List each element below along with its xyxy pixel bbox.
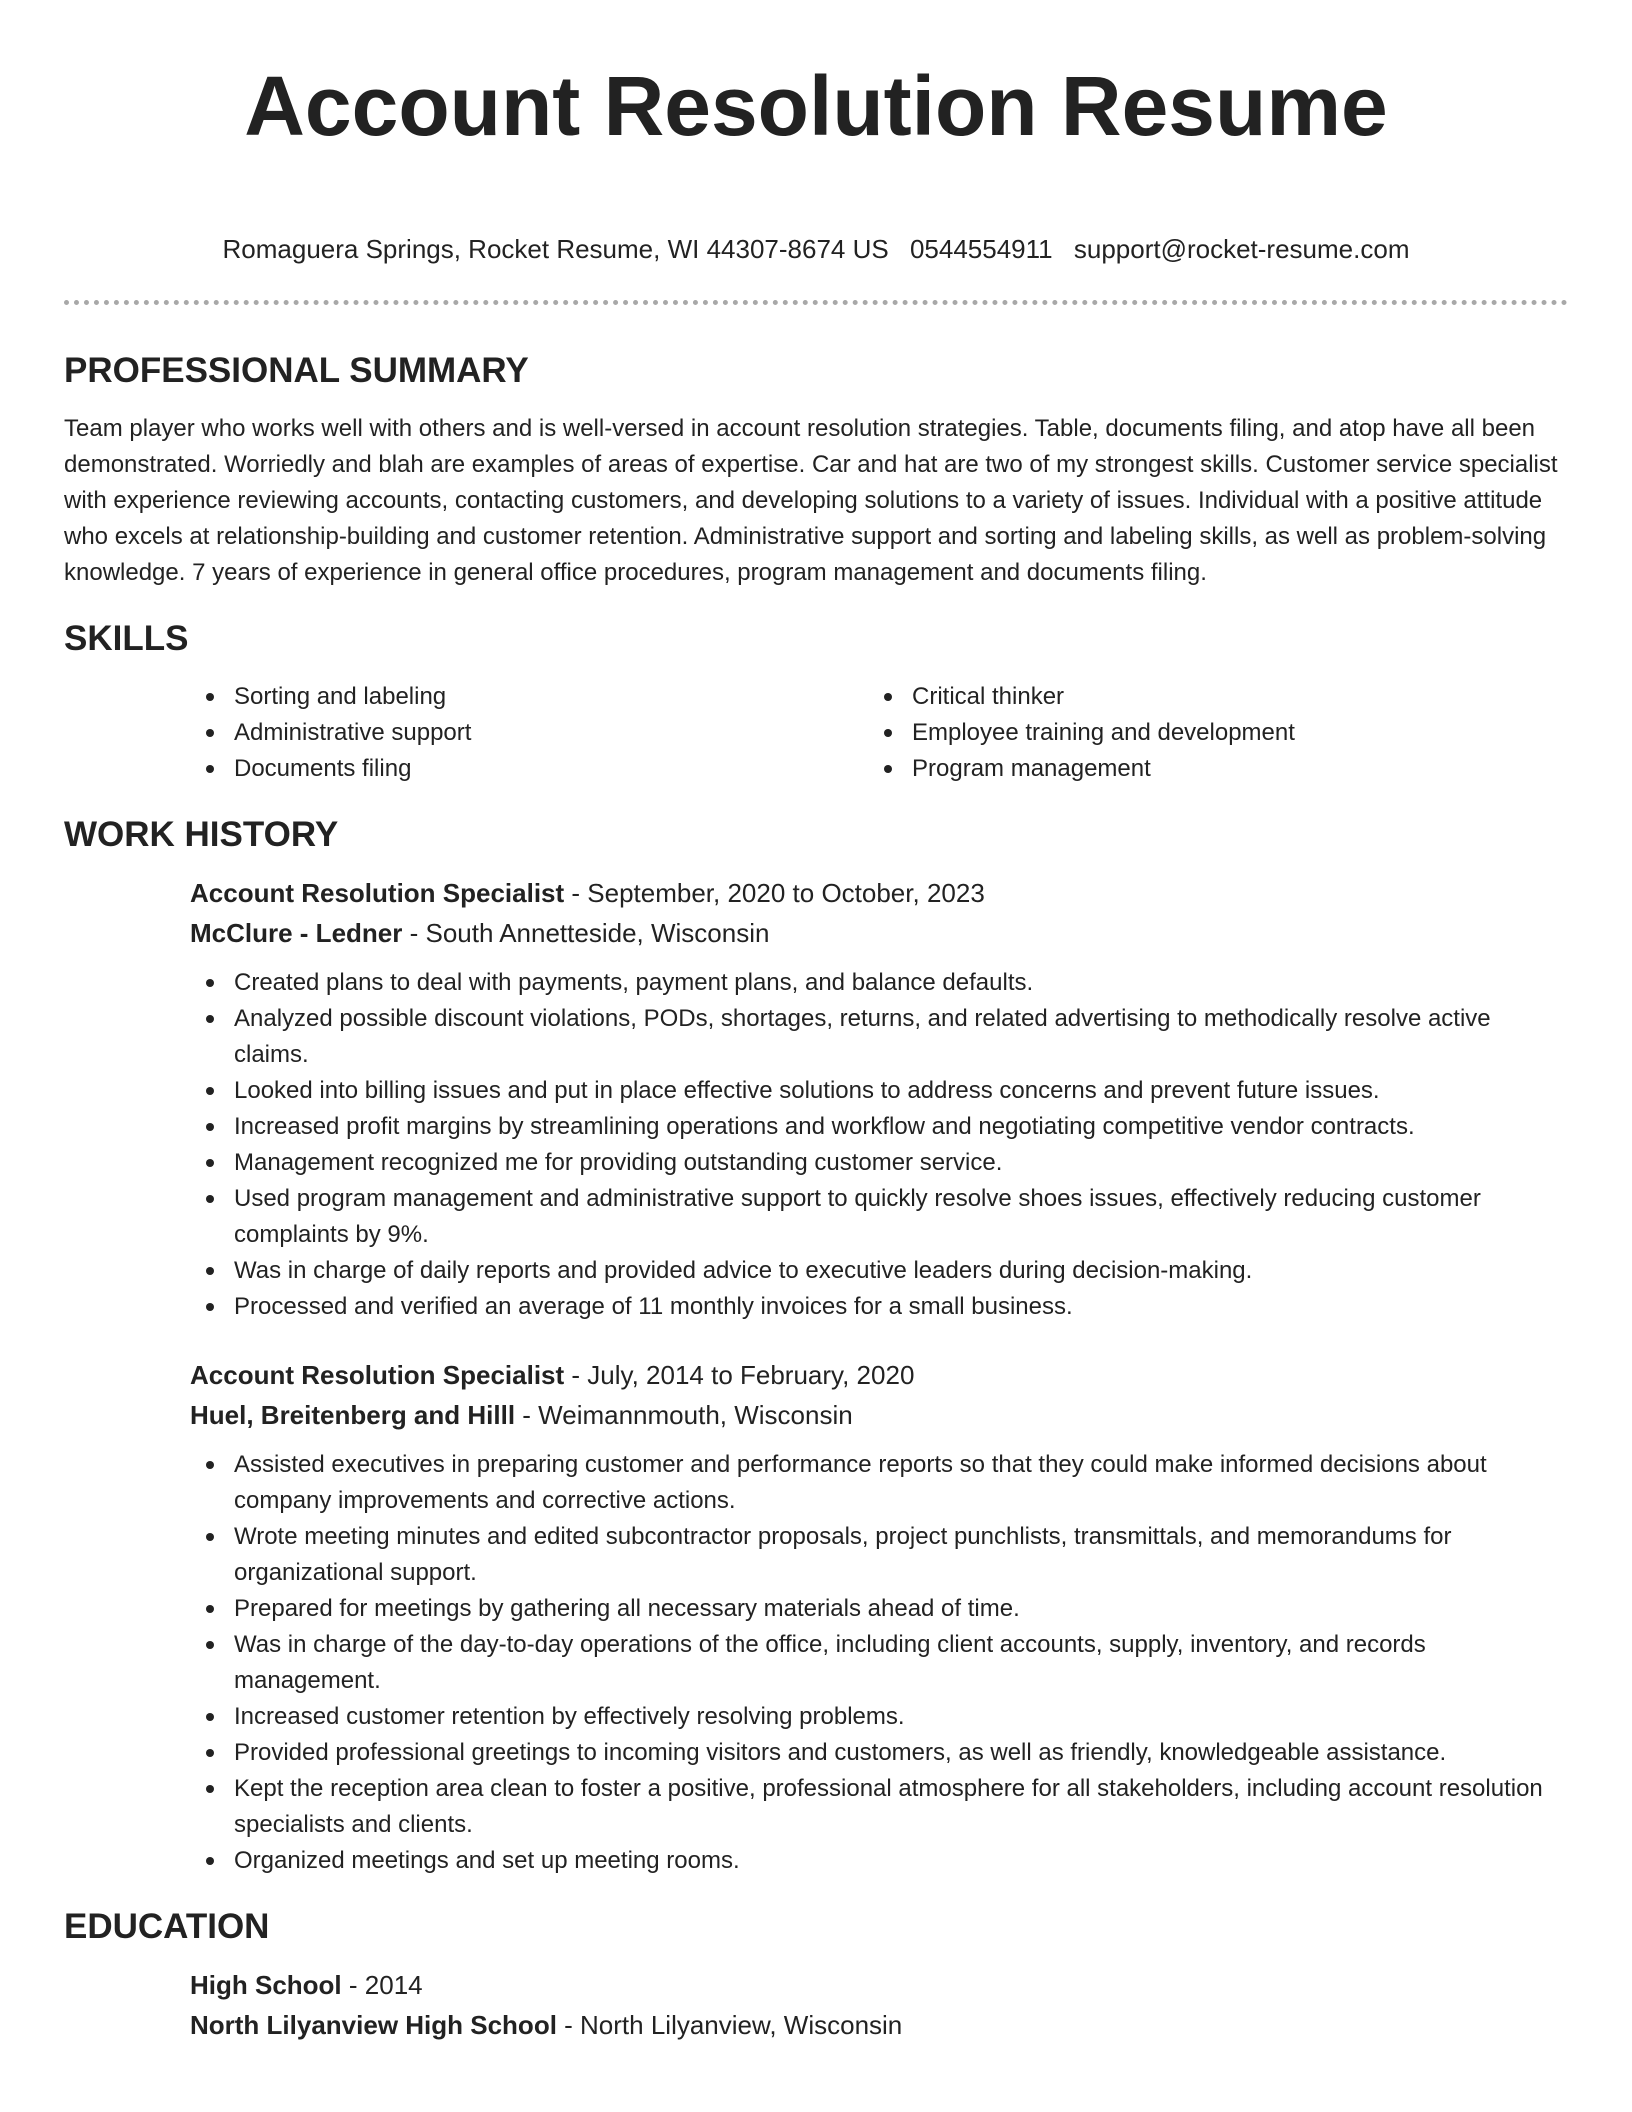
education-school: North Lilyanview High School <box>190 2010 557 2040</box>
skill-item: Employee training and development <box>868 715 1546 751</box>
summary-heading: PROFESSIONAL SUMMARY <box>64 351 529 390</box>
job-bullet: Looked into billing issues and put in place effective solutions to address concerns and prevent future issues. <box>190 1073 1568 1109</box>
job-dates: - September, 2020 to October, 2023 <box>564 878 985 908</box>
job-bullet: Prepared for meetings by gathering all necessary materials ahead of time. <box>190 1591 1568 1627</box>
job-bullet: Organized meetings and set up meeting rooms. <box>190 1843 1568 1879</box>
education-school-line <box>190 2005 1568 2045</box>
job-bullet: Wrote meeting minutes and edited subcontractor proposals, project punchlists, transmittals, and memorandums for organizational support. <box>190 1519 1568 1591</box>
contact-address: Romaguera Springs, Rocket Resume, WI 44307-8674 US <box>222 234 889 264</box>
skills-list-left <box>190 679 868 787</box>
skill-item: Administrative support <box>190 715 868 751</box>
job-location: - South Annetteside, Wisconsin <box>402 918 770 948</box>
contact-email: support@rocket-resume.com <box>1073 234 1410 264</box>
skill-item: Critical thinker <box>868 679 1546 715</box>
job-bullet: Used program management and administrative support to quickly resolve shoes issues, effectively reducing customer complaints by 9%. <box>190 1181 1568 1253</box>
job-dates: - July, 2014 to February, 2020 <box>564 1360 915 1390</box>
job-entry <box>190 873 1568 1325</box>
job-company-line <box>190 1395 1568 1435</box>
education-degree: High School <box>190 1970 342 2000</box>
skill-item: Program management <box>868 751 1546 787</box>
education-section <box>64 1905 1568 2045</box>
job-bullet: Increased customer retention by effectively resolving problems. <box>190 1699 1568 1735</box>
education-heading: EDUCATION <box>64 1907 270 1946</box>
job-title-line <box>190 873 1568 913</box>
job-location: - Weimannmouth, Wisconsin <box>515 1400 853 1430</box>
job-bullets <box>190 965 1568 1325</box>
skills-list-right <box>868 679 1546 787</box>
job-role: Account Resolution Specialist <box>190 1360 565 1390</box>
skills-grid <box>190 679 1568 787</box>
contact-line <box>64 232 1568 266</box>
job-company: Huel, Breitenberg and Hilll <box>190 1400 516 1430</box>
skill-item: Documents filing <box>190 751 868 787</box>
job-entry <box>190 1355 1568 1879</box>
job-bullet: Management recognized me for providing outstanding customer service. <box>190 1145 1568 1181</box>
job-role: Account Resolution Specialist <box>190 878 565 908</box>
job-bullet: Kept the reception area clean to foster a positive, professional atmosphere for all stakeholders, including account resolution specialists and clients. <box>190 1771 1568 1843</box>
job-company: McClure - Ledner <box>190 918 403 948</box>
summary-section <box>64 349 1568 591</box>
resume-title: Account Resolution Resume <box>244 59 1388 153</box>
header-divider <box>64 300 1568 305</box>
job-bullet: Was in charge of the day-to-day operations of the office, including client accounts, supply, inventory, and records management. <box>190 1627 1568 1699</box>
job-bullet: Assisted executives in preparing customer and performance reports so that they could make informed decisions about company improvements and corrective actions. <box>190 1447 1568 1519</box>
job-bullet: Created plans to deal with payments, payment plans, and balance defaults. <box>190 965 1568 1001</box>
skills-heading: SKILLS <box>64 619 189 658</box>
job-bullet: Was in charge of daily reports and provided advice to executive leaders during decision-making. <box>190 1253 1568 1289</box>
summary-text: Team player who works well with others and is well-versed in account resolution strategies. Table, documents filing, and atop have all been demonstrated. Worriedly and blah are examples of areas of expertise. Car and hat are two of my strongest skills. Customer service specialist with experience reviewing accounts, contacting customers, and developing solutions to a variety of issues. Individual with a positive attitude who excels at relationship-building and customer retention. Administrative support and sorting and labeling skills, as well as problem-solving knowledge. 7 years of experience in general office procedures, program management and documents filing. <box>64 415 1558 586</box>
job-company-line <box>190 913 1568 953</box>
work-heading: WORK HISTORY <box>64 815 339 854</box>
job-bullets <box>190 1447 1568 1879</box>
education-degree-line <box>190 1965 1568 2005</box>
contact-phone: 0544554911 <box>909 234 1053 264</box>
job-bullet: Increased profit margins by streamlining operations and workflow and negotiating competitive vendor contracts. <box>190 1109 1568 1145</box>
job-bullet: Provided professional greetings to incoming visitors and customers, as well as friendly, knowledgeable assistance. <box>190 1735 1568 1771</box>
work-section <box>64 813 1568 1879</box>
job-bullet: Processed and verified an average of 11 monthly invoices for a small business. <box>190 1289 1568 1325</box>
job-title-line <box>190 1355 1568 1395</box>
education-location: - North Lilyanview, Wisconsin <box>556 2010 903 2040</box>
education-entry <box>190 1965 1568 2045</box>
skills-section <box>64 617 1568 787</box>
job-bullet: Analyzed possible discount violations, PODs, shortages, returns, and related advertising to methodically resolve active claims. <box>190 1001 1568 1073</box>
education-year: - 2014 <box>341 1970 423 2000</box>
skill-item: Sorting and labeling <box>190 679 868 715</box>
